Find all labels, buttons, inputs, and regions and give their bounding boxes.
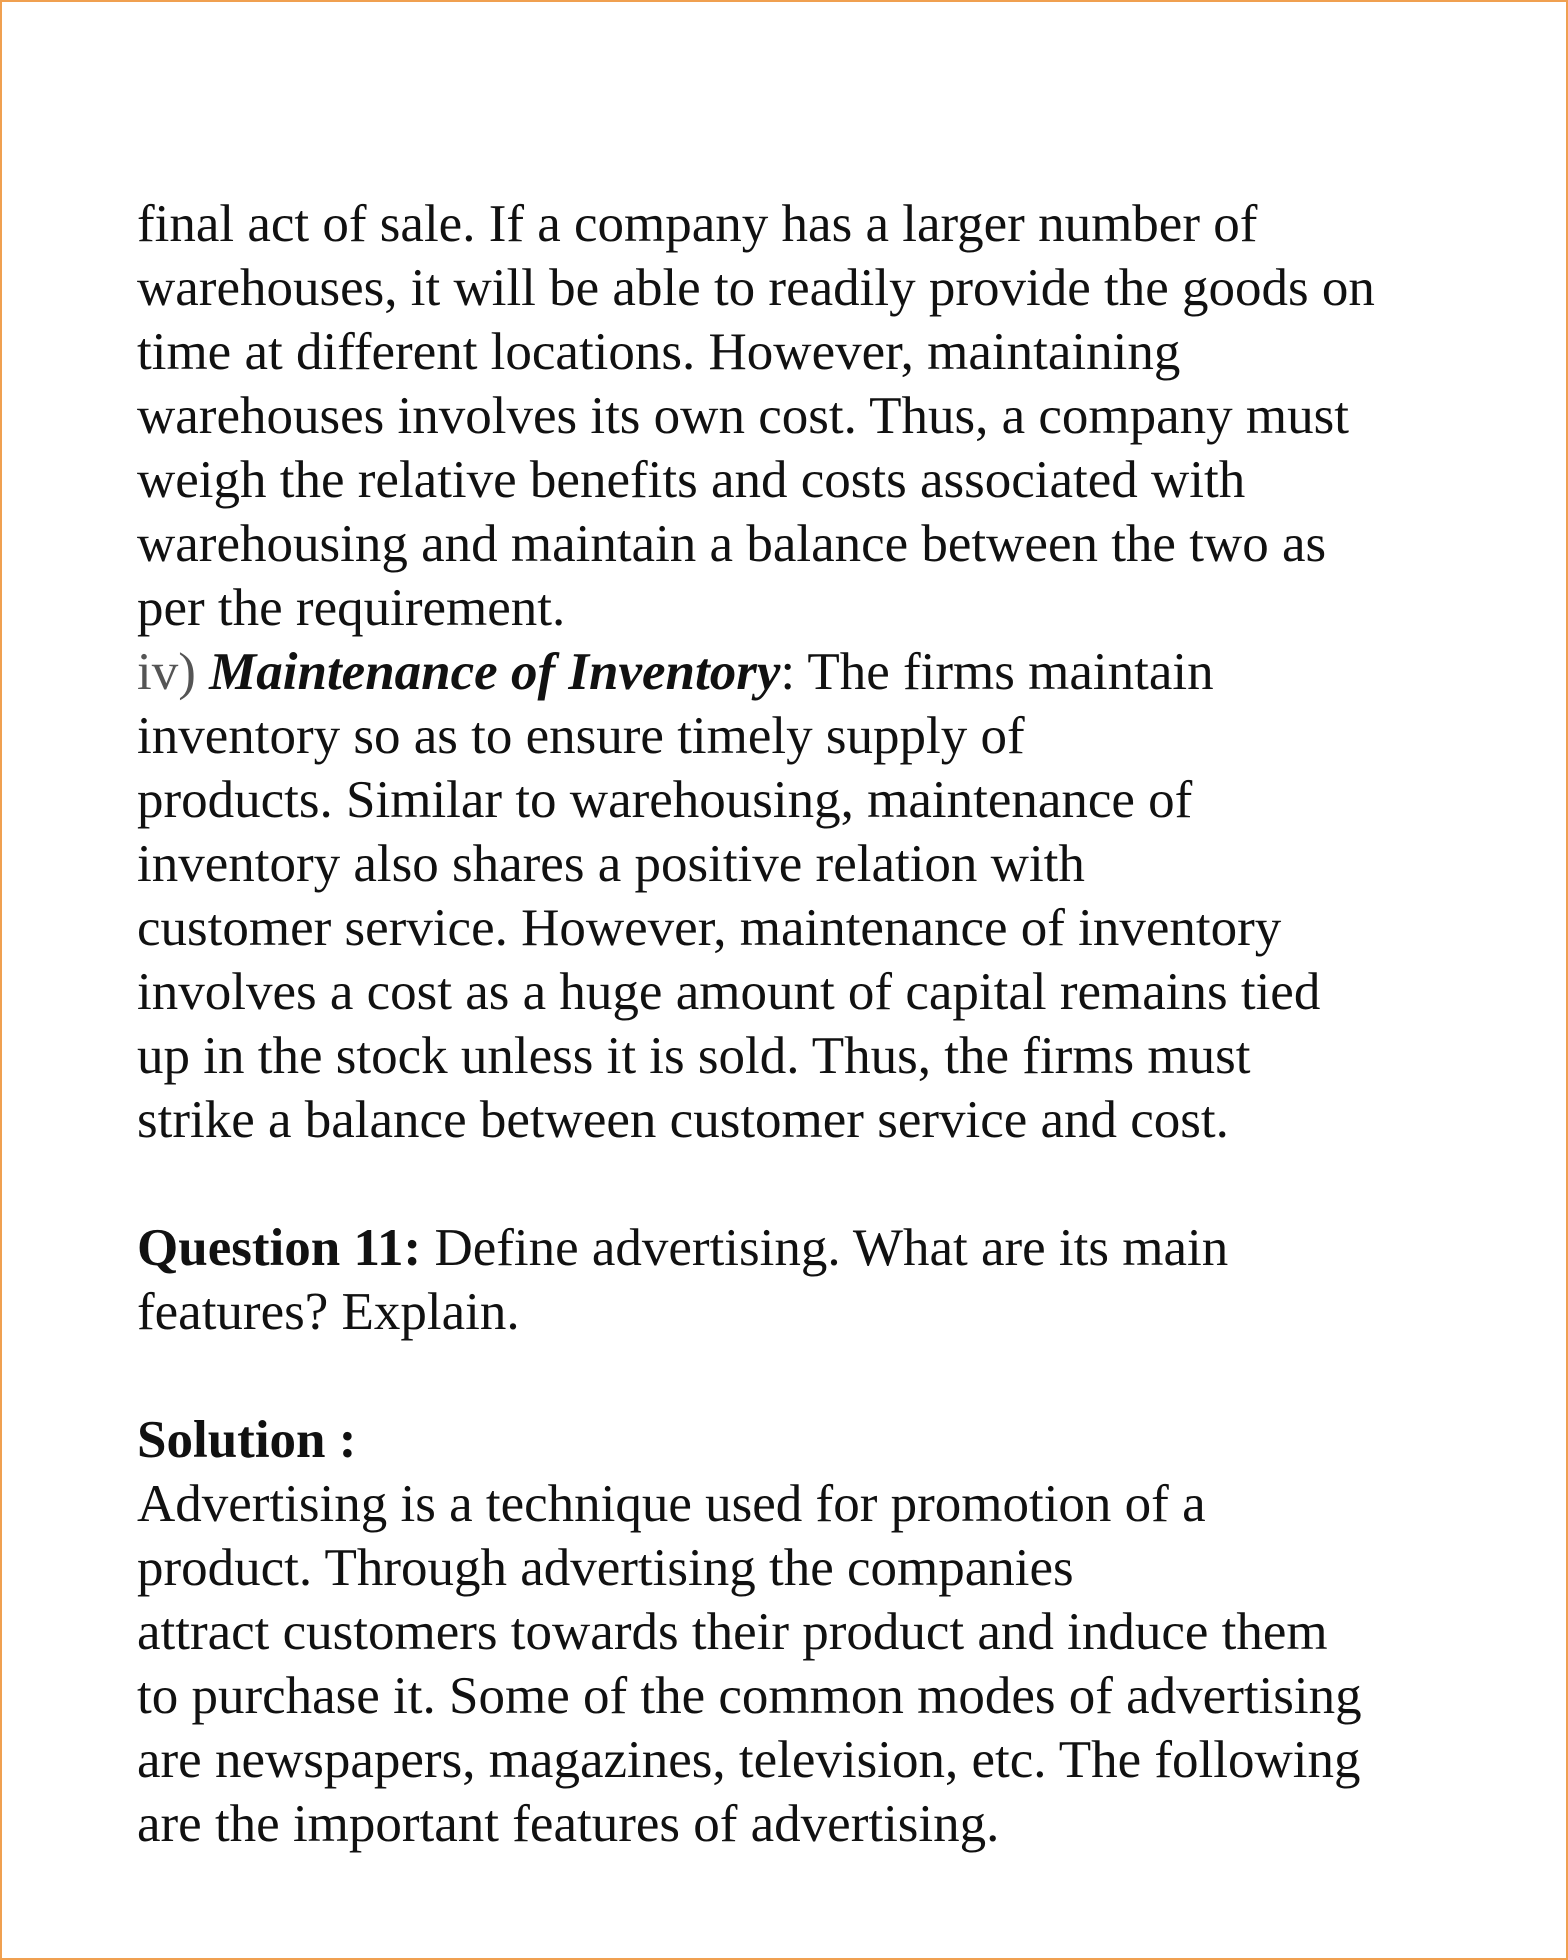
question-line <box>137 1216 1467 1280</box>
document-body <box>137 192 1467 1856</box>
paragraph-warehousing <box>137 192 1467 640</box>
inventory-point-first-line <box>137 640 1467 704</box>
question-text: Define advertising. What are its main <box>421 1219 1229 1277</box>
text-line: warehousing and maintain a balance between the two as <box>137 515 1327 573</box>
text-line: are newspapers, magazines, television, etc. The following <box>137 1731 1361 1789</box>
text-line: final act of sale. If a company has a larger number of <box>137 195 1258 253</box>
spacer <box>137 1152 1467 1216</box>
text-line: involves a cost as a huge amount of capital remains tied <box>137 963 1321 1021</box>
spacer <box>137 1344 1467 1408</box>
text-line: strike a balance between customer service and cost. <box>137 1091 1229 1149</box>
text-line: up in the stock unless it is sold. Thus, the firms must <box>137 1027 1251 1085</box>
text-line: time at different locations. However, maintaining <box>137 323 1181 381</box>
point-numeral: iv) <box>137 643 196 701</box>
text-line: warehouses, it will be able to readily provide the goods on <box>137 259 1375 317</box>
text-line: are the important features of advertising. <box>137 1795 1000 1853</box>
text-line: attract customers towards their product and induce them <box>137 1603 1328 1661</box>
text-line: Advertising is a technique used for promotion of a <box>137 1475 1206 1533</box>
text-line: product. Through advertising the companies <box>137 1539 1074 1597</box>
solution-block <box>137 1408 1467 1856</box>
text-line: inventory also shares a positive relation with <box>137 835 1085 893</box>
point-heading: Maintenance of Inventory <box>209 643 781 701</box>
text-line: weigh the relative benefits and costs associated with <box>137 451 1246 509</box>
text-line: to purchase it. Some of the common modes of advertising <box>137 1667 1362 1725</box>
point-heading-rest: : The firms maintain <box>780 643 1214 701</box>
question-label: Question 11: <box>137 1219 422 1277</box>
solution-label: Solution : <box>137 1411 357 1469</box>
question-block <box>137 1216 1467 1344</box>
inventory-point <box>137 640 1467 1152</box>
text-line: per the requirement. <box>137 579 566 637</box>
question-text-continued: features? Explain. <box>137 1283 520 1341</box>
text-line: products. Similar to warehousing, maintenance of <box>137 771 1193 829</box>
text-line: customer service. However, maintenance of inventory <box>137 899 1282 957</box>
text-line: inventory so as to ensure timely supply of <box>137 707 1025 765</box>
text-line: warehouses involves its own cost. Thus, a company must <box>137 387 1349 445</box>
